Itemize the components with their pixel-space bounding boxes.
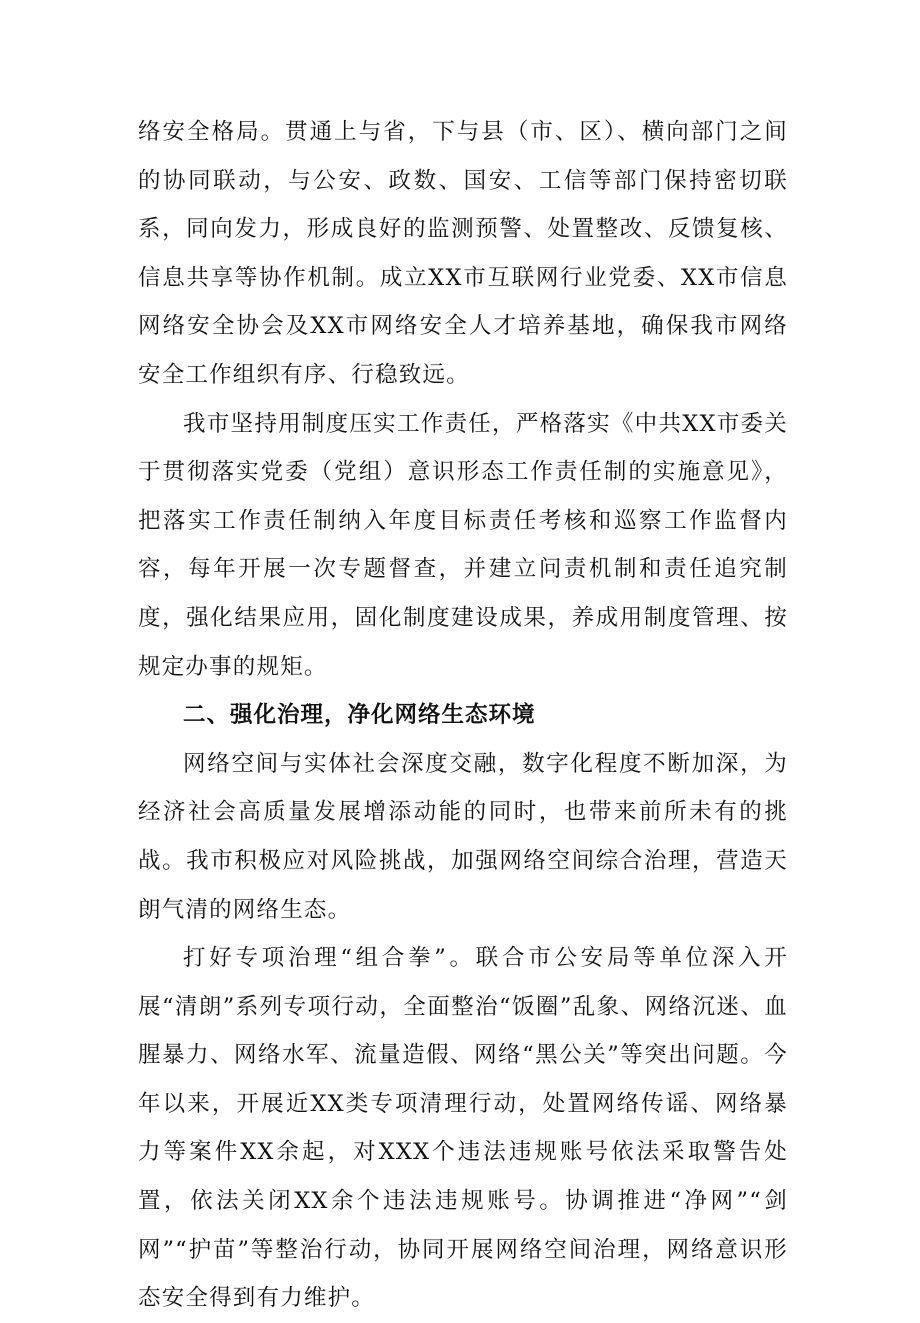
paragraph-continuation: 络安全格局。贯通上与省，下与县（市、区）、横向部门之间的协同联动，与公安、政数、国安、工信等部门保持密切联系，同向发力，形成良好的监测预警、处置整改、反馈复核、信息共享等协作机制。成立XX市互联网行业党委、XX市信息网络安全协会及XX市网络安全人才培养基地，确保我市网络安全工作组织有序、行稳致远。: [138, 119, 788, 388]
section-heading: 二、强化治理，净化网络生态环境: [183, 702, 536, 729]
paragraph-special-governance: 打好专项治理“组合拳”。联合市公安局等单位深入开展“清朗”系列专项行动，全面整治“饭圈”乱象、网络沉迷、血腥暴力、网络水军、流量造假、网络“黑公关”等突出问题。今年以来，开展近XX类专项清理行动，处置网络传谣、网络暴力等案件XX余起，对XXX个违法违规账号依法采取警告处置，依法关闭XX余个违法违规账号。协调推进“净网”“剑网”“护苗”等整治行动，协同开展网络空间治理，网络意识形态安全得到有力维护。: [138, 945, 788, 1312]
document-body: [138, 108, 788, 1323]
paragraph-governance-intro: 网络空间与实体社会深度交融，数字化程度不断加深，为经济社会高质量发展增添动能的同时，也带来前所未有的挑战。我市积极应对风险挑战，加强网络空间综合治理，营造天朗气清的网络生态。: [138, 750, 788, 923]
paragraph-responsibility: 我市坚持用制度压实工作责任，严格落实《中共XX市委关于贯彻落实党委（党组）意识形态工作责任制的实施意见》，把落实工作责任制纳入年度目标责任考核和巡察工作监督内容，每年开展一次专题督查，并建立问责机制和责任追究制度，强化结果应用，固化制度建设成果，养成用制度管理、按规定办事的规矩。: [138, 410, 788, 680]
